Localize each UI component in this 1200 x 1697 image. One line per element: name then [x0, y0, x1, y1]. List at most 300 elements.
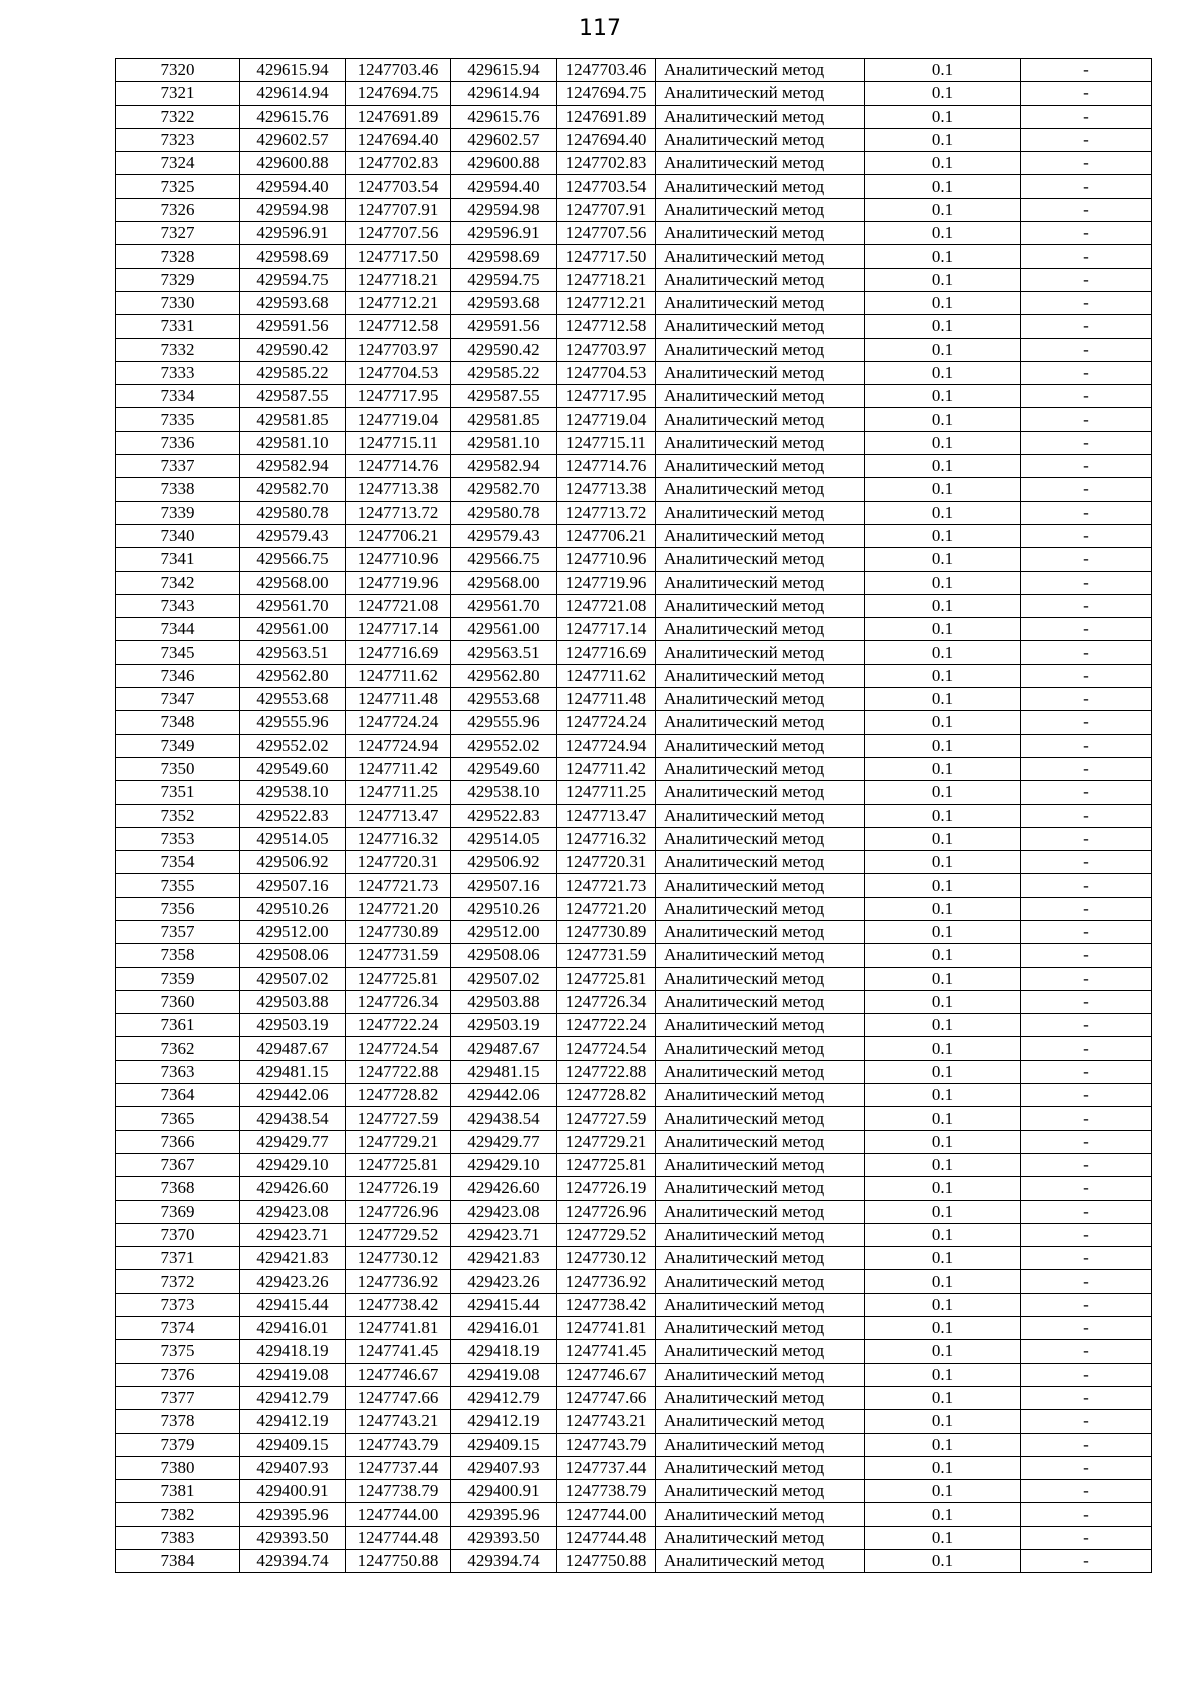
cell-precision: 0.1	[865, 408, 1021, 431]
cell-x-coordinate-alt: 429426.60	[451, 1177, 557, 1200]
cell-point-number: 7383	[116, 1526, 240, 1549]
cell-method: Аналитический метод	[656, 1480, 865, 1503]
cell-note: -	[1021, 128, 1152, 151]
cell-point-number: 7336	[116, 431, 240, 454]
cell-y-coordinate: 1247738.79	[346, 1480, 451, 1503]
cell-y-coordinate-alt: 1247725.81	[557, 1153, 656, 1176]
cell-point-number: 7384	[116, 1550, 240, 1573]
cell-note: -	[1021, 1223, 1152, 1246]
cell-x-coordinate: 429600.88	[240, 152, 346, 175]
cell-x-coordinate-alt: 429614.94	[451, 82, 557, 105]
cell-y-coordinate-alt: 1247744.48	[557, 1526, 656, 1549]
cell-method: Аналитический метод	[656, 268, 865, 291]
cell-precision: 0.1	[865, 1223, 1021, 1246]
cell-y-coordinate-alt: 1247729.52	[557, 1223, 656, 1246]
cell-note: -	[1021, 1363, 1152, 1386]
cell-note: -	[1021, 1270, 1152, 1293]
table-row	[116, 757, 1152, 780]
cell-y-coordinate: 1247722.24	[346, 1014, 451, 1037]
cell-y-coordinate-alt: 1247720.31	[557, 851, 656, 874]
cell-x-coordinate-alt: 429568.00	[451, 571, 557, 594]
cell-x-coordinate-alt: 429412.19	[451, 1410, 557, 1433]
cell-x-coordinate-alt: 429562.80	[451, 664, 557, 687]
cell-x-coordinate-alt: 429581.85	[451, 408, 557, 431]
cell-y-coordinate: 1247726.34	[346, 990, 451, 1013]
cell-precision: 0.1	[865, 1433, 1021, 1456]
cell-method: Аналитический метод	[656, 128, 865, 151]
cell-point-number: 7345	[116, 641, 240, 664]
cell-precision: 0.1	[865, 548, 1021, 571]
table-row	[116, 1060, 1152, 1083]
cell-point-number: 7335	[116, 408, 240, 431]
cell-x-coordinate: 429587.55	[240, 385, 346, 408]
cell-x-coordinate-alt: 429508.06	[451, 944, 557, 967]
cell-point-number: 7357	[116, 920, 240, 943]
page-number: 117	[579, 16, 621, 41]
cell-y-coordinate: 1247721.08	[346, 594, 451, 617]
cell-point-number: 7338	[116, 478, 240, 501]
cell-y-coordinate: 1247721.73	[346, 874, 451, 897]
cell-point-number: 7379	[116, 1433, 240, 1456]
cell-x-coordinate: 429538.10	[240, 781, 346, 804]
cell-method: Аналитический метод	[656, 827, 865, 850]
cell-method: Аналитический метод	[656, 781, 865, 804]
cell-y-coordinate-alt: 1247712.58	[557, 315, 656, 338]
cell-y-coordinate-alt: 1247694.75	[557, 82, 656, 105]
cell-y-coordinate: 1247743.79	[346, 1433, 451, 1456]
cell-y-coordinate-alt: 1247691.89	[557, 105, 656, 128]
cell-method: Аналитический метод	[656, 455, 865, 478]
cell-point-number: 7346	[116, 664, 240, 687]
cell-point-number: 7324	[116, 152, 240, 175]
table-row	[116, 1037, 1152, 1060]
cell-method: Аналитический метод	[656, 1223, 865, 1246]
cell-x-coordinate: 429590.42	[240, 338, 346, 361]
table-row	[116, 944, 1152, 967]
cell-point-number: 7368	[116, 1177, 240, 1200]
cell-point-number: 7323	[116, 128, 240, 151]
cell-note: -	[1021, 548, 1152, 571]
table-row	[116, 1153, 1152, 1176]
cell-precision: 0.1	[865, 571, 1021, 594]
cell-point-number: 7342	[116, 571, 240, 594]
cell-method: Аналитический метод	[656, 594, 865, 617]
cell-point-number: 7328	[116, 245, 240, 268]
cell-y-coordinate: 1247736.92	[346, 1270, 451, 1293]
table-row	[116, 175, 1152, 198]
cell-precision: 0.1	[865, 268, 1021, 291]
cell-precision: 0.1	[865, 1130, 1021, 1153]
table-row	[116, 1223, 1152, 1246]
cell-precision: 0.1	[865, 1037, 1021, 1060]
cell-note: -	[1021, 175, 1152, 198]
cell-method: Аналитический метод	[656, 1060, 865, 1083]
cell-precision: 0.1	[865, 874, 1021, 897]
cell-y-coordinate-alt: 1247711.48	[557, 688, 656, 711]
cell-y-coordinate-alt: 1247724.94	[557, 734, 656, 757]
cell-method: Аналитический метод	[656, 664, 865, 687]
table-row	[116, 1200, 1152, 1223]
cell-note: -	[1021, 222, 1152, 245]
cell-x-coordinate-alt: 429615.76	[451, 105, 557, 128]
cell-precision: 0.1	[865, 1456, 1021, 1479]
cell-x-coordinate: 429412.19	[240, 1410, 346, 1433]
cell-y-coordinate: 1247719.96	[346, 571, 451, 594]
cell-y-coordinate: 1247711.42	[346, 757, 451, 780]
cell-note: -	[1021, 688, 1152, 711]
cell-note: -	[1021, 641, 1152, 664]
cell-point-number: 7331	[116, 315, 240, 338]
cell-y-coordinate-alt: 1247717.14	[557, 618, 656, 641]
cell-precision: 0.1	[865, 641, 1021, 664]
cell-x-coordinate-alt: 429419.08	[451, 1363, 557, 1386]
cell-point-number: 7363	[116, 1060, 240, 1083]
cell-x-coordinate-alt: 429590.42	[451, 338, 557, 361]
cell-x-coordinate-alt: 429580.78	[451, 501, 557, 524]
cell-precision: 0.1	[865, 1317, 1021, 1340]
cell-x-coordinate: 429415.44	[240, 1293, 346, 1316]
cell-x-coordinate-alt: 429487.67	[451, 1037, 557, 1060]
cell-x-coordinate-alt: 429503.19	[451, 1014, 557, 1037]
cell-y-coordinate: 1247741.81	[346, 1317, 451, 1340]
cell-precision: 0.1	[865, 851, 1021, 874]
cell-x-coordinate: 429568.00	[240, 571, 346, 594]
cell-x-coordinate: 429395.96	[240, 1503, 346, 1526]
cell-y-coordinate: 1247725.81	[346, 967, 451, 990]
cell-precision: 0.1	[865, 1363, 1021, 1386]
cell-note: -	[1021, 1456, 1152, 1479]
cell-precision: 0.1	[865, 1177, 1021, 1200]
cell-note: -	[1021, 82, 1152, 105]
cell-x-coordinate-alt: 429581.10	[451, 431, 557, 454]
cell-x-coordinate-alt: 429582.70	[451, 478, 557, 501]
cell-precision: 0.1	[865, 338, 1021, 361]
cell-note: -	[1021, 1084, 1152, 1107]
cell-method: Аналитический метод	[656, 1340, 865, 1363]
table-row	[116, 548, 1152, 571]
cell-method: Аналитический метод	[656, 990, 865, 1013]
cell-point-number: 7358	[116, 944, 240, 967]
cell-note: -	[1021, 664, 1152, 687]
cell-y-coordinate: 1247729.21	[346, 1130, 451, 1153]
cell-y-coordinate: 1247741.45	[346, 1340, 451, 1363]
cell-point-number: 7364	[116, 1084, 240, 1107]
cell-y-coordinate-alt: 1247716.69	[557, 641, 656, 664]
cell-x-coordinate-alt: 429393.50	[451, 1526, 557, 1549]
cell-method: Аналитический метод	[656, 1410, 865, 1433]
cell-note: -	[1021, 59, 1152, 82]
table-row	[116, 291, 1152, 314]
cell-note: -	[1021, 408, 1152, 431]
cell-x-coordinate: 429409.15	[240, 1433, 346, 1456]
cell-method: Аналитический метод	[656, 1317, 865, 1340]
cell-y-coordinate: 1247750.88	[346, 1550, 451, 1573]
table-row	[116, 897, 1152, 920]
cell-x-coordinate: 429514.05	[240, 827, 346, 850]
cell-note: -	[1021, 501, 1152, 524]
cell-x-coordinate: 429598.69	[240, 245, 346, 268]
cell-note: -	[1021, 478, 1152, 501]
cell-note: -	[1021, 711, 1152, 734]
cell-note: -	[1021, 757, 1152, 780]
table-row	[116, 338, 1152, 361]
cell-precision: 0.1	[865, 1293, 1021, 1316]
cell-x-coordinate-alt: 429423.71	[451, 1223, 557, 1246]
coordinates-table-body	[116, 59, 1152, 1573]
cell-x-coordinate: 429561.70	[240, 594, 346, 617]
table-row	[116, 1480, 1152, 1503]
cell-y-coordinate-alt: 1247716.32	[557, 827, 656, 850]
cell-note: -	[1021, 1550, 1152, 1573]
cell-note: -	[1021, 1503, 1152, 1526]
cell-y-coordinate: 1247721.20	[346, 897, 451, 920]
cell-method: Аналитический метод	[656, 1456, 865, 1479]
cell-x-coordinate: 429591.56	[240, 315, 346, 338]
cell-point-number: 7333	[116, 361, 240, 384]
cell-y-coordinate-alt: 1247703.97	[557, 338, 656, 361]
table-row	[116, 455, 1152, 478]
cell-point-number: 7370	[116, 1223, 240, 1246]
table-row	[116, 1550, 1152, 1573]
cell-precision: 0.1	[865, 1503, 1021, 1526]
cell-y-coordinate: 1247731.59	[346, 944, 451, 967]
cell-method: Аналитический метод	[656, 198, 865, 221]
cell-x-coordinate: 429416.01	[240, 1317, 346, 1340]
cell-x-coordinate: 429438.54	[240, 1107, 346, 1130]
cell-note: -	[1021, 1433, 1152, 1456]
cell-x-coordinate-alt: 429394.74	[451, 1550, 557, 1573]
cell-method: Аналитический метод	[656, 222, 865, 245]
cell-x-coordinate-alt: 429507.02	[451, 967, 557, 990]
cell-x-coordinate: 429562.80	[240, 664, 346, 687]
cell-method: Аналитический метод	[656, 1177, 865, 1200]
cell-note: -	[1021, 338, 1152, 361]
cell-x-coordinate: 429418.19	[240, 1340, 346, 1363]
cell-point-number: 7322	[116, 105, 240, 128]
cell-y-coordinate: 1247730.12	[346, 1247, 451, 1270]
cell-x-coordinate-alt: 429514.05	[451, 827, 557, 850]
cell-y-coordinate: 1247717.95	[346, 385, 451, 408]
cell-y-coordinate: 1247694.75	[346, 82, 451, 105]
cell-note: -	[1021, 897, 1152, 920]
cell-method: Аналитический метод	[656, 1037, 865, 1060]
cell-method: Аналитический метод	[656, 944, 865, 967]
cell-point-number: 7325	[116, 175, 240, 198]
cell-x-coordinate: 429419.08	[240, 1363, 346, 1386]
cell-x-coordinate: 429442.06	[240, 1084, 346, 1107]
cell-precision: 0.1	[865, 1270, 1021, 1293]
cell-note: -	[1021, 874, 1152, 897]
cell-x-coordinate-alt: 429615.94	[451, 59, 557, 82]
cell-y-coordinate: 1247724.24	[346, 711, 451, 734]
table-row	[116, 198, 1152, 221]
cell-x-coordinate: 429507.16	[240, 874, 346, 897]
cell-x-coordinate-alt: 429522.83	[451, 804, 557, 827]
cell-x-coordinate-alt: 429412.79	[451, 1386, 557, 1409]
cell-precision: 0.1	[865, 1107, 1021, 1130]
cell-precision: 0.1	[865, 1340, 1021, 1363]
table-row	[116, 361, 1152, 384]
table-row	[116, 524, 1152, 547]
cell-x-coordinate: 429581.85	[240, 408, 346, 431]
cell-point-number: 7367	[116, 1153, 240, 1176]
cell-x-coordinate: 429421.83	[240, 1247, 346, 1270]
cell-x-coordinate: 429585.22	[240, 361, 346, 384]
cell-point-number: 7330	[116, 291, 240, 314]
cell-x-coordinate: 429506.92	[240, 851, 346, 874]
cell-precision: 0.1	[865, 1550, 1021, 1573]
cell-method: Аналитический метод	[656, 967, 865, 990]
cell-note: -	[1021, 734, 1152, 757]
cell-y-coordinate-alt: 1247713.72	[557, 501, 656, 524]
cell-precision: 0.1	[865, 501, 1021, 524]
cell-y-coordinate: 1247744.48	[346, 1526, 451, 1549]
cell-x-coordinate-alt: 429582.94	[451, 455, 557, 478]
cell-x-coordinate-alt: 429561.70	[451, 594, 557, 617]
cell-precision: 0.1	[865, 455, 1021, 478]
cell-precision: 0.1	[865, 431, 1021, 454]
cell-y-coordinate-alt: 1247726.96	[557, 1200, 656, 1223]
cell-note: -	[1021, 1340, 1152, 1363]
cell-note: -	[1021, 944, 1152, 967]
cell-note: -	[1021, 455, 1152, 478]
cell-y-coordinate-alt: 1247722.24	[557, 1014, 656, 1037]
cell-precision: 0.1	[865, 781, 1021, 804]
cell-x-coordinate: 429594.75	[240, 268, 346, 291]
cell-y-coordinate: 1247713.38	[346, 478, 451, 501]
cell-method: Аналитический метод	[656, 711, 865, 734]
cell-y-coordinate-alt: 1247719.04	[557, 408, 656, 431]
cell-y-coordinate-alt: 1247730.89	[557, 920, 656, 943]
cell-method: Аналитический метод	[656, 385, 865, 408]
cell-method: Аналитический метод	[656, 734, 865, 757]
table-row	[116, 1014, 1152, 1037]
cell-x-coordinate-alt: 429503.88	[451, 990, 557, 1013]
cell-x-coordinate: 429507.02	[240, 967, 346, 990]
cell-x-coordinate: 429510.26	[240, 897, 346, 920]
cell-y-coordinate-alt: 1247738.42	[557, 1293, 656, 1316]
cell-x-coordinate-alt: 429593.68	[451, 291, 557, 314]
coordinates-table	[115, 58, 1152, 1573]
cell-precision: 0.1	[865, 664, 1021, 687]
cell-y-coordinate: 1247710.96	[346, 548, 451, 571]
cell-point-number: 7375	[116, 1340, 240, 1363]
cell-method: Аналитический метод	[656, 152, 865, 175]
cell-x-coordinate: 429552.02	[240, 734, 346, 757]
table-row	[116, 967, 1152, 990]
table-row	[116, 1340, 1152, 1363]
cell-precision: 0.1	[865, 618, 1021, 641]
cell-y-coordinate: 1247715.11	[346, 431, 451, 454]
cell-y-coordinate: 1247712.58	[346, 315, 451, 338]
cell-y-coordinate-alt: 1247703.46	[557, 59, 656, 82]
cell-method: Аналитический метод	[656, 524, 865, 547]
cell-method: Аналитический метод	[656, 1270, 865, 1293]
cell-y-coordinate: 1247725.81	[346, 1153, 451, 1176]
cell-point-number: 7353	[116, 827, 240, 850]
cell-note: -	[1021, 198, 1152, 221]
cell-y-coordinate-alt: 1247707.56	[557, 222, 656, 245]
cell-point-number: 7340	[116, 524, 240, 547]
cell-y-coordinate-alt: 1247743.21	[557, 1410, 656, 1433]
cell-note: -	[1021, 1200, 1152, 1223]
cell-y-coordinate: 1247712.21	[346, 291, 451, 314]
cell-precision: 0.1	[865, 1014, 1021, 1037]
cell-precision: 0.1	[865, 59, 1021, 82]
cell-method: Аналитический метод	[656, 1503, 865, 1526]
cell-method: Аналитический метод	[656, 1084, 865, 1107]
cell-method: Аналитический метод	[656, 1153, 865, 1176]
cell-y-coordinate-alt: 1247721.08	[557, 594, 656, 617]
cell-x-coordinate: 429594.98	[240, 198, 346, 221]
table-row	[116, 711, 1152, 734]
cell-method: Аналитический метод	[656, 1293, 865, 1316]
cell-y-coordinate-alt: 1247715.11	[557, 431, 656, 454]
cell-note: -	[1021, 594, 1152, 617]
cell-point-number: 7339	[116, 501, 240, 524]
cell-x-coordinate: 429512.00	[240, 920, 346, 943]
cell-y-coordinate: 1247703.54	[346, 175, 451, 198]
cell-x-coordinate: 429481.15	[240, 1060, 346, 1083]
cell-note: -	[1021, 781, 1152, 804]
table-row	[116, 688, 1152, 711]
cell-y-coordinate-alt: 1247726.19	[557, 1177, 656, 1200]
cell-point-number: 7337	[116, 455, 240, 478]
table-row	[116, 408, 1152, 431]
cell-method: Аналитический метод	[656, 548, 865, 571]
cell-y-coordinate: 1247737.44	[346, 1456, 451, 1479]
cell-x-coordinate-alt: 429555.96	[451, 711, 557, 734]
cell-method: Аналитический метод	[656, 431, 865, 454]
cell-precision: 0.1	[865, 827, 1021, 850]
cell-x-coordinate: 429602.57	[240, 128, 346, 151]
cell-point-number: 7361	[116, 1014, 240, 1037]
cell-y-coordinate-alt: 1247721.73	[557, 874, 656, 897]
cell-x-coordinate-alt: 429600.88	[451, 152, 557, 175]
cell-method: Аналитический метод	[656, 688, 865, 711]
cell-x-coordinate-alt: 429418.19	[451, 1340, 557, 1363]
cell-x-coordinate-alt: 429400.91	[451, 1480, 557, 1503]
cell-y-coordinate: 1247726.96	[346, 1200, 451, 1223]
cell-x-coordinate: 429522.83	[240, 804, 346, 827]
cell-x-coordinate-alt: 429423.08	[451, 1200, 557, 1223]
cell-x-coordinate-alt: 429407.93	[451, 1456, 557, 1479]
cell-point-number: 7371	[116, 1247, 240, 1270]
cell-method: Аналитический метод	[656, 618, 865, 641]
cell-point-number: 7380	[116, 1456, 240, 1479]
cell-method: Аналитический метод	[656, 1200, 865, 1223]
cell-x-coordinate: 429581.10	[240, 431, 346, 454]
cell-y-coordinate-alt: 1247726.34	[557, 990, 656, 1013]
table-row	[116, 478, 1152, 501]
cell-x-coordinate-alt: 429594.98	[451, 198, 557, 221]
table-row	[116, 1433, 1152, 1456]
cell-point-number: 7347	[116, 688, 240, 711]
table-row	[116, 245, 1152, 268]
cell-y-coordinate-alt: 1247717.95	[557, 385, 656, 408]
cell-x-coordinate-alt: 429538.10	[451, 781, 557, 804]
cell-y-coordinate-alt: 1247737.44	[557, 1456, 656, 1479]
cell-y-coordinate: 1247726.19	[346, 1177, 451, 1200]
cell-precision: 0.1	[865, 920, 1021, 943]
cell-x-coordinate-alt: 429510.26	[451, 897, 557, 920]
cell-y-coordinate: 1247713.72	[346, 501, 451, 524]
cell-y-coordinate-alt: 1247722.88	[557, 1060, 656, 1083]
cell-method: Аналитический метод	[656, 175, 865, 198]
cell-precision: 0.1	[865, 128, 1021, 151]
cell-x-coordinate-alt: 429429.10	[451, 1153, 557, 1176]
table-row	[116, 1177, 1152, 1200]
